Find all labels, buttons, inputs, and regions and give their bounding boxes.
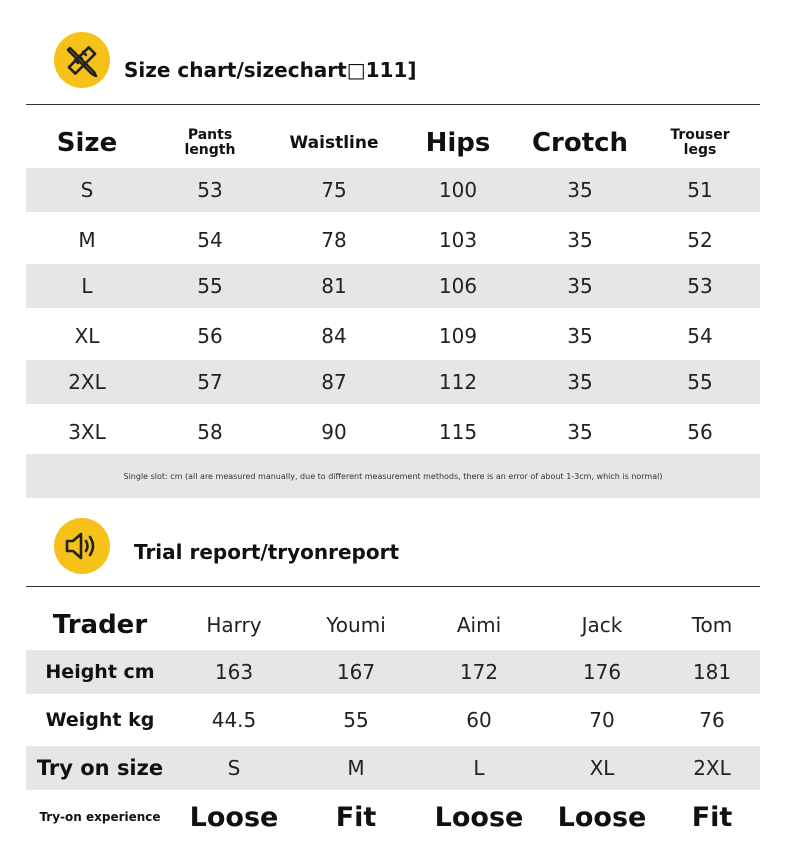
try-on-size-value: S: [227, 756, 241, 780]
size-table-row: [26, 216, 760, 264]
trial-report-title: Trial report/tryonreport: [134, 540, 400, 564]
size-chart-title: Size chart/sizechart□111]: [124, 58, 417, 82]
weight-label: Weight kg: [45, 709, 155, 731]
trader-name: Aimi: [456, 613, 502, 637]
experience-value: Loose: [189, 801, 279, 833]
speaker-icon: [54, 518, 110, 574]
weight-value: 55: [343, 708, 369, 732]
measurement-cell: 87: [321, 370, 347, 394]
try-on-size-value: XL: [589, 756, 615, 780]
header-waistline: Waistline: [289, 133, 379, 153]
weight-value: 76: [699, 708, 725, 732]
measurement-cell: 58: [197, 420, 223, 444]
weight-value: 44.5: [211, 708, 257, 732]
try-on-size-value: M: [347, 756, 365, 780]
measurement-note: [26, 454, 760, 498]
size-table-row: [26, 312, 760, 360]
size-label-cell: L: [81, 274, 93, 298]
header-trouser-legs: Trouser legs: [670, 127, 730, 158]
header-pants-length: Pants length: [184, 127, 236, 158]
measurement-cell: 55: [197, 274, 223, 298]
experience-value: Loose: [557, 801, 647, 833]
section-divider: [26, 586, 760, 587]
measurement-cell: 35: [567, 178, 593, 202]
try-on-experience-label: Try-on experience: [39, 810, 161, 824]
size-label-cell: S: [80, 178, 94, 202]
height-value: 176: [582, 660, 622, 684]
experience-value: Loose: [434, 801, 524, 833]
size-table-row: [26, 408, 760, 456]
header-size: Size: [56, 128, 118, 158]
size-label-cell: M: [78, 228, 96, 252]
size-table-header: [26, 120, 760, 166]
try-on-size-row: [26, 746, 760, 790]
height-value: 172: [459, 660, 499, 684]
height-value: 181: [692, 660, 732, 684]
measurement-cell: 78: [321, 228, 347, 252]
trader-name: Jack: [581, 613, 623, 637]
measurement-cell: 112: [438, 370, 478, 394]
measurement-cell: 53: [197, 178, 223, 202]
try-on-experience-row: [26, 794, 760, 840]
measurement-cell: 35: [567, 324, 593, 348]
size-chart-header: [0, 30, 785, 100]
measurement-cell: 55: [687, 370, 713, 394]
measurement-cell: 53: [687, 274, 713, 298]
measurement-cell: 106: [438, 274, 478, 298]
measurement-cell: 35: [567, 274, 593, 298]
experience-value: Fit: [335, 801, 377, 833]
measurement-cell: 56: [197, 324, 223, 348]
try-on-size-value: L: [473, 756, 485, 780]
height-row: [26, 650, 760, 694]
experience-value: Fit: [691, 801, 733, 833]
size-table-row: [26, 360, 760, 404]
weight-row: [26, 698, 760, 742]
measurement-cell: 52: [687, 228, 713, 252]
measurement-cell: 51: [687, 178, 713, 202]
measurement-cell: 75: [321, 178, 347, 202]
measurement-cell: 103: [438, 228, 478, 252]
height-value: 163: [214, 660, 254, 684]
size-label-cell: XL: [74, 324, 100, 348]
trader-row: [26, 602, 760, 648]
ruler-pencil-icon: [54, 32, 110, 88]
measurement-cell: 90: [321, 420, 347, 444]
measurement-cell: 57: [197, 370, 223, 394]
section-divider: [26, 104, 760, 105]
measurement-cell: 35: [567, 370, 593, 394]
trader-name: Youmi: [326, 613, 386, 637]
header-hips: Hips: [425, 128, 491, 158]
measurement-cell: 84: [321, 324, 347, 348]
weight-value: 70: [589, 708, 615, 732]
measurement-cell: 54: [197, 228, 223, 252]
size-table-row: [26, 264, 760, 308]
measurement-cell: 115: [438, 420, 478, 444]
measurement-cell: 109: [438, 324, 478, 348]
measurement-cell: 54: [687, 324, 713, 348]
header-crotch: Crotch: [531, 128, 629, 158]
height-label: Height cm: [45, 661, 155, 683]
trader-label: Trader: [52, 610, 148, 640]
weight-value: 60: [466, 708, 492, 732]
measurement-cell: 100: [438, 178, 478, 202]
measurement-cell: 35: [567, 228, 593, 252]
size-table-row: [26, 168, 760, 212]
note-text: Single slot: cm (all are measured manually, due to different measurement methods, there is an error of about 1-3cm, which is normal): [123, 471, 663, 481]
try-on-size-value: 2XL: [693, 756, 731, 780]
size-label-cell: 2XL: [68, 370, 106, 394]
trial-report-header: [0, 516, 785, 586]
try-on-size-label: Try on size: [36, 756, 164, 780]
size-label-cell: 3XL: [68, 420, 106, 444]
height-value: 167: [336, 660, 376, 684]
trader-name: Tom: [691, 613, 733, 637]
trader-name: Harry: [206, 613, 262, 637]
measurement-cell: 35: [567, 420, 593, 444]
measurement-cell: 56: [687, 420, 713, 444]
measurement-cell: 81: [321, 274, 347, 298]
